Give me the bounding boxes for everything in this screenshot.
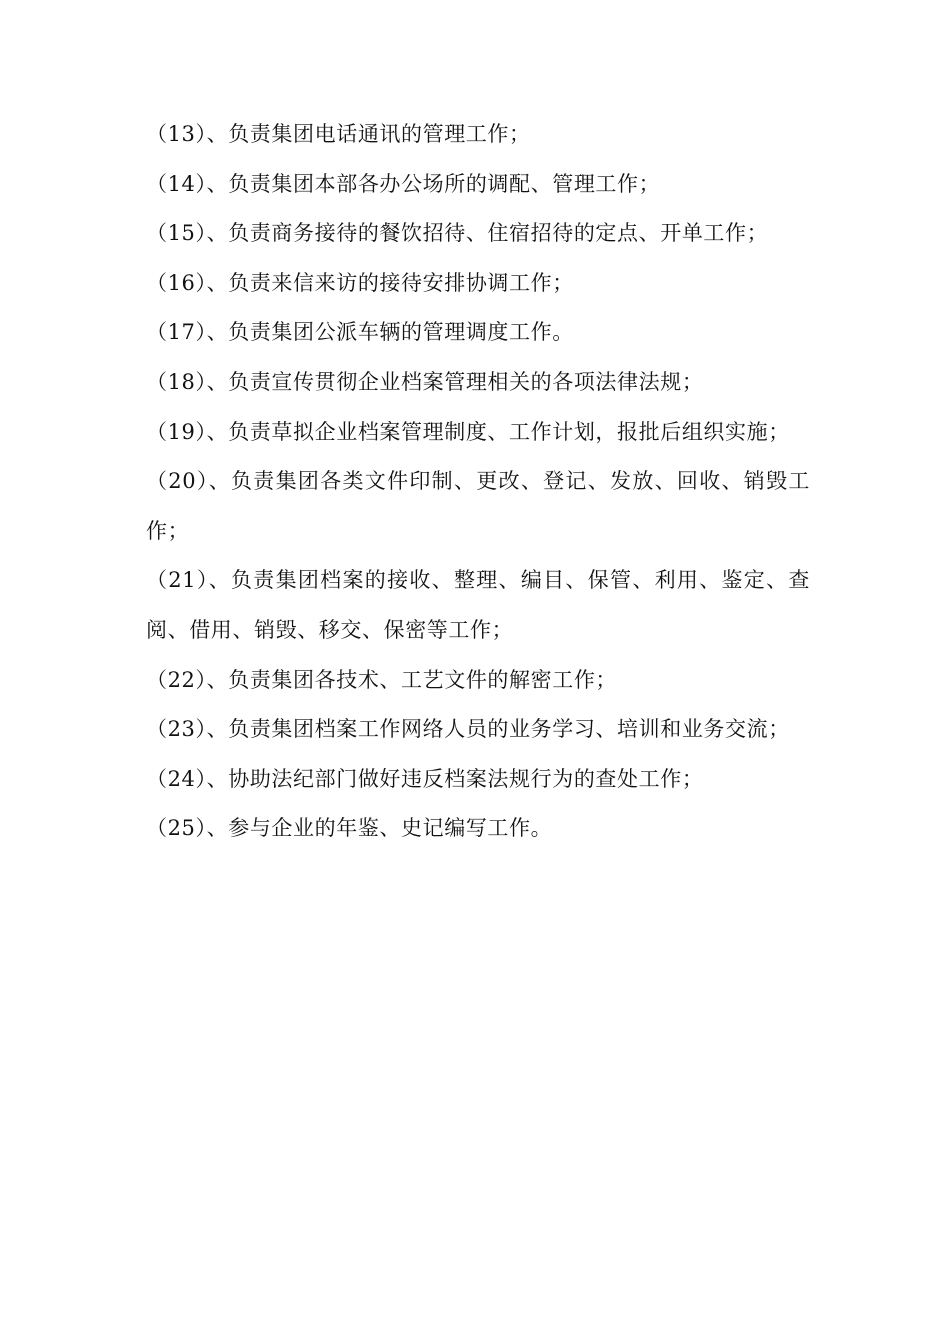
duty-item-25: （25）、参与企业的年鉴、史记编写工作。 xyxy=(146,816,553,841)
duty-item-23: （23）、负责集团档案工作网络人员的业务学习、培训和业务交流； xyxy=(146,717,790,742)
duty-item-17: （17）、负责集团公派车辆的管理调度工作。 xyxy=(146,320,574,345)
duty-item-16: （16）、负责来信来访的接待安排协调工作； xyxy=(146,270,574,295)
duty-item-18: （18）、负责宣传贯彻企业档案管理相关的各项法律法规； xyxy=(146,369,704,394)
duty-item-14: （14）、负责集团本部各办公场所的调配、管理工作； xyxy=(146,171,661,196)
duty-item-13: （13）、负责集团电话通讯的管理工作； xyxy=(146,122,531,146)
duty-item-22: （22）、负责集团各技术、工艺文件的解密工作； xyxy=(146,667,618,692)
duty-item-21: （21）、负责集团档案的接收、整理、编目、保管、利用、鉴定、查阅、借用、销毁、移交、保密等工作； xyxy=(146,568,810,642)
duty-item-20: （20）、负责集团各类文件印制、更改、登记、发放、回收、销毁工作； xyxy=(146,469,810,543)
duty-item-15: （15）、负责商务接待的餐饮招待、住宿招待的定点、开单工作； xyxy=(146,221,769,246)
duty-item-19: （19）、负责草拟企业档案管理制度、工作计划，报批后组织实施； xyxy=(146,419,790,444)
duty-item-24: （24）、协助法纪部门做好违反档案法规行为的查处工作； xyxy=(146,766,704,791)
duty-list xyxy=(146,110,810,854)
